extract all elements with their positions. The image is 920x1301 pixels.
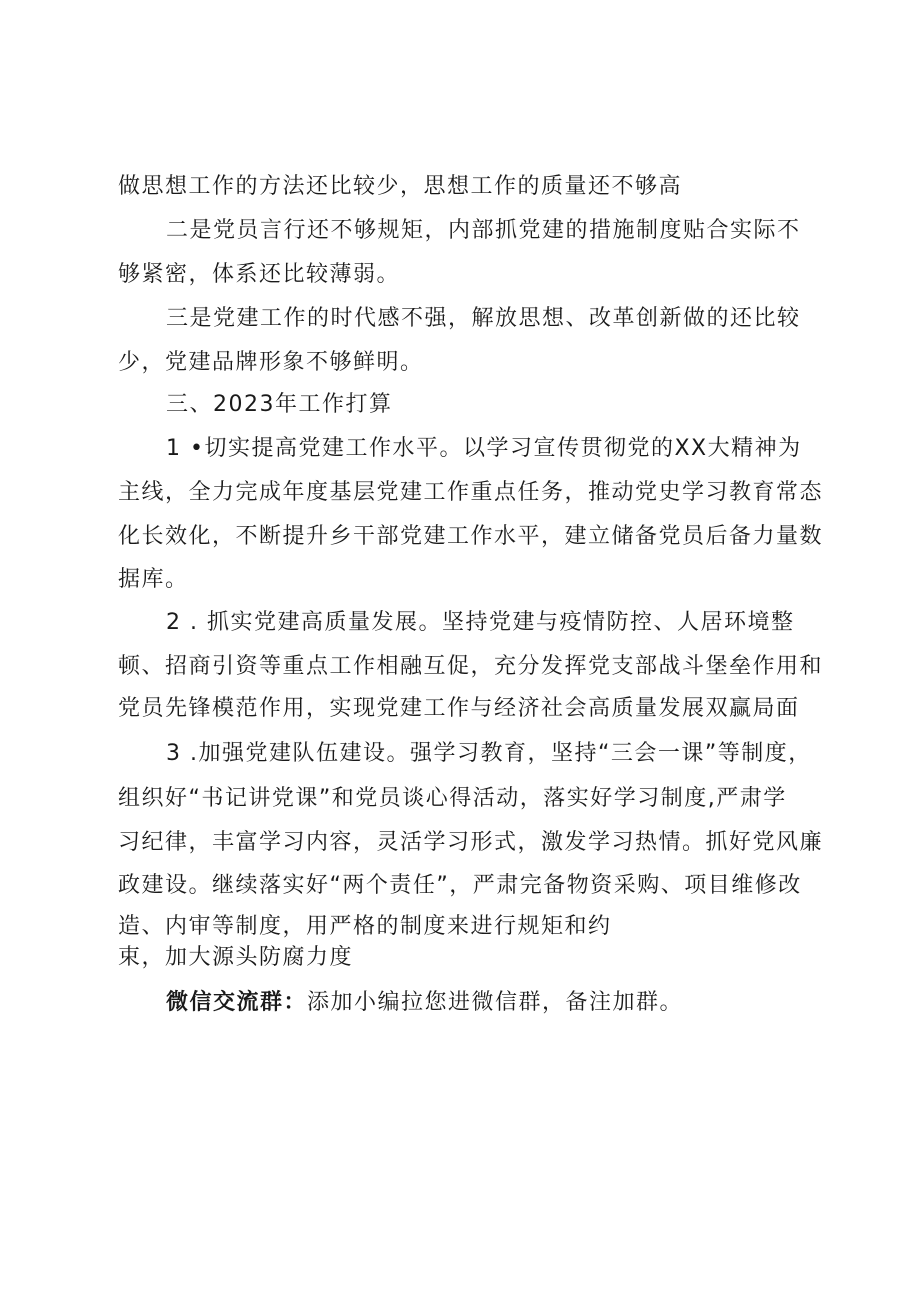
text-line: 够紧密，体系还比较薄弱。 <box>118 262 401 287</box>
text-line: 化长效化，不断提升乡干部党建工作水平，建立储备党员后备力量数 <box>118 524 824 549</box>
text-line: 组织好“书记讲党课”和党员谈心得活动，落实好学习制度,严肃学 <box>118 786 787 811</box>
text-line: 政建设。继续落实好“两个责任”，严肃完备物资采购、项目维修改 <box>118 873 802 898</box>
text-line: 顿、招商引资等重点工作相融互促，充分发挥党支部战斗堡垒作用和 <box>118 654 824 679</box>
section-heading: 三、2023年工作打算 <box>166 392 393 417</box>
text-line: 三是党建工作的时代感不强，解放思想、改革创新做的还比较 <box>166 306 801 331</box>
text-line: 二是党员言行还不够规矩，内部抓党建的措施制度贴合实际不 <box>166 218 801 243</box>
text-line: 3 .加强党建队伍建设。强学习教育，坚持“三会一课”等制度， <box>166 741 812 766</box>
text-line: 主线，全力完成年度基层党建工作重点任务，推动党史学习教育常态 <box>118 480 824 505</box>
text-line: 习纪律，丰富学习内容，灵活学习形式，激发学习热情。抓好党风廉 <box>118 830 824 855</box>
text-line: 2 . 抓实党建高质量发展。坚持党建与疫情防控、人居环境整 <box>166 610 795 635</box>
footer-note <box>166 988 683 1018</box>
text-line: 束，加大源头防腐力度 <box>118 945 354 970</box>
footer-text: 添加小编拉您进微信群，备注加群。 <box>307 990 684 1015</box>
text-line: 少，党建品牌形象不够鲜明。 <box>118 350 424 375</box>
text-line: 党员先锋模范作用，实现党建工作与经济社会高质量发展双赢局面 <box>118 696 800 721</box>
text-line: 造、内审等制度，用严格的制度来进行规矩和约 <box>118 914 612 939</box>
text-line: 做思想工作的方法还比较少，思想工作的质量还不够高 <box>118 174 683 199</box>
footer-label: 微信交流群： <box>166 990 308 1015</box>
text-line: 1 •切实提高党建工作水平。以学习宣传贯彻党的XX大精神为 <box>166 436 802 461</box>
text-line: 据库。 <box>118 567 189 592</box>
